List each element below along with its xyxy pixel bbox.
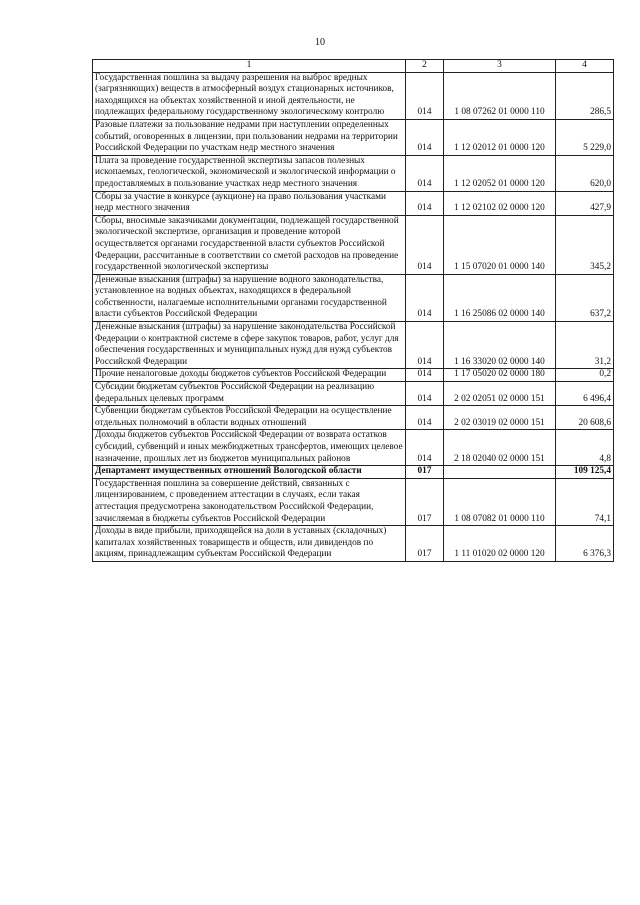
cell-budget-classification-code: 2 02 03019 02 0000 151 [444,406,556,430]
cell-budget-classification-code: 1 16 25086 02 0000 140 [444,274,556,321]
cell-amount: 427,9 [556,191,614,215]
table-row-department [93,466,614,479]
cell-budget-classification-code: 1 15 07020 01 0000 140 [444,215,556,274]
cell-name: Разовые платежи за пользование недрами при наступлении определенных событий, оговоренных в лицензии, при пользовании недрами на территории Российской Федерации по участкам недр местного значения [93,119,406,155]
cell-admin-code: 017 [406,466,444,479]
cell-amount: 345,2 [556,215,614,274]
cell-amount: 31,2 [556,322,614,369]
cell-amount: 0,2 [556,369,614,382]
revenue-table [92,59,614,562]
cell-name: Сборы за участие в конкурсе (аукционе) на право пользования участками недр местного значения [93,191,406,215]
cell-budget-classification-code: 1 12 02052 01 0000 120 [444,155,556,191]
cell-budget-classification-code [444,466,556,479]
cell-amount: 637,2 [556,274,614,321]
cell-budget-classification-code: 1 12 02102 02 0000 120 [444,191,556,215]
table-row [93,406,614,430]
cell-admin-code: 014 [406,430,444,466]
table-row [93,322,614,369]
cell-amount: 109 125,4 [556,466,614,479]
cell-name: Сборы, вносимые заказчиками документации, подлежащей государственной экологической экспертизе, организация и проведение которой осуществляется органами государственной власти субъектов Российской Федерации, рассчитанные в соответствии со сметой расходов на проведение государственной экологической экспертизы [93,215,406,274]
cell-budget-classification-code: 1 08 07262 01 0000 110 [444,72,556,119]
cell-admin-code: 014 [406,274,444,321]
cell-amount: 4,8 [556,430,614,466]
cell-name: Денежные взыскания (штрафы) за нарушение водного законодательства, установленное на водных объектах, находящихся в федеральной собственности, налагаемые исполнительными органами государственной власти субъектов Российской Федерации [93,274,406,321]
cell-amount: 6 496,4 [556,382,614,406]
cell-admin-code: 014 [406,369,444,382]
table-row [93,274,614,321]
cell-amount: 74,1 [556,478,614,525]
cell-name: Государственная пошлина за выдачу разрешения на выброс вредных (загрязняющих) веществ в атмосферный воздух стационарных источников, находящихся на объектах хозяйственной и иной деятельности, не подлежащих федеральному государственному экологическому контролю [93,72,406,119]
cell-amount: 6 376,3 [556,526,614,562]
table-row [93,119,614,155]
cell-budget-classification-code: 1 17 05020 02 0000 180 [444,369,556,382]
cell-name: Прочие неналоговые доходы бюджетов субъектов Российской Федерации [93,369,406,382]
cell-budget-classification-code: 1 16 33020 02 0000 140 [444,322,556,369]
column-header-amount: 4 [556,60,614,73]
column-header-name: 1 [93,60,406,73]
cell-amount: 286,5 [556,72,614,119]
cell-name: Плата за проведение государственной экспертизы запасов полезных ископаемых, геологической, экономической и экологической информации о предоставляемых в пользование участках недр местного значения [93,155,406,191]
cell-name: Государственная пошлина за совершение действий, связанных с лицензированием, с проведением аттестации в случаях, если такая аттестация предусмотрена законодательством Российской Федерации, зачисляемая в бюджеты субъектов Российской Федерации [93,478,406,525]
cell-admin-code: 014 [406,191,444,215]
cell-name: Департамент имущественных отношений Вологодской области [93,466,406,479]
cell-budget-classification-code: 1 12 02012 01 0000 120 [444,119,556,155]
table-row [93,72,614,119]
cell-name: Доходы бюджетов субъектов Российской Федерации от возврата остатков субсидий, субвенций и иных межбюджетных трансфертов, имеющих целевое назначение, прошлых лет из бюджетов муниципальных районов [93,430,406,466]
table-row [93,430,614,466]
cell-name: Доходы в виде прибыли, приходящейся на доли в уставных (складочных) капиталах хозяйственных товариществ и обществ, или дивидендов по акциям, принадлежащим субъектам Российской Федерации [93,526,406,562]
cell-admin-code: 017 [406,478,444,525]
cell-amount: 5 229,0 [556,119,614,155]
cell-budget-classification-code: 1 08 07082 01 0000 110 [444,478,556,525]
table-row [93,191,614,215]
table-row [93,478,614,525]
cell-name: Денежные взыскания (штрафы) за нарушение законодательства Российской Федерации о контрактной системе в сфере закупок товаров, работ, услуг для обеспечения государственных и муниципальных нужд для нужд субъектов Российской Федерации [93,322,406,369]
cell-admin-code: 014 [406,72,444,119]
cell-amount: 620,0 [556,155,614,191]
cell-budget-classification-code: 1 11 01020 02 0000 120 [444,526,556,562]
cell-name: Субвенции бюджетам субъектов Российской Федерации на осуществление отдельных полномочий в области водных отношений [93,406,406,430]
cell-amount: 20 608,6 [556,406,614,430]
cell-admin-code: 014 [406,382,444,406]
cell-budget-classification-code: 2 18 02040 02 0000 151 [444,430,556,466]
table-row [93,215,614,274]
cell-name: Субсидии бюджетам субъектов Российской Федерации на реализацию федеральных целевых программ [93,382,406,406]
column-header-code: 2 [406,60,444,73]
cell-admin-code: 014 [406,406,444,430]
cell-admin-code: 017 [406,526,444,562]
cell-admin-code: 014 [406,215,444,274]
table-row [93,526,614,562]
table-body [93,72,614,561]
table-row [93,155,614,191]
cell-admin-code: 014 [406,119,444,155]
column-header-kbk: 3 [444,60,556,73]
table-header-row [93,60,614,73]
table-row [93,369,614,382]
cell-budget-classification-code: 2 02 02051 02 0000 151 [444,382,556,406]
page-number: 10 [315,37,325,48]
cell-admin-code: 014 [406,155,444,191]
cell-admin-code: 014 [406,322,444,369]
table-row [93,382,614,406]
